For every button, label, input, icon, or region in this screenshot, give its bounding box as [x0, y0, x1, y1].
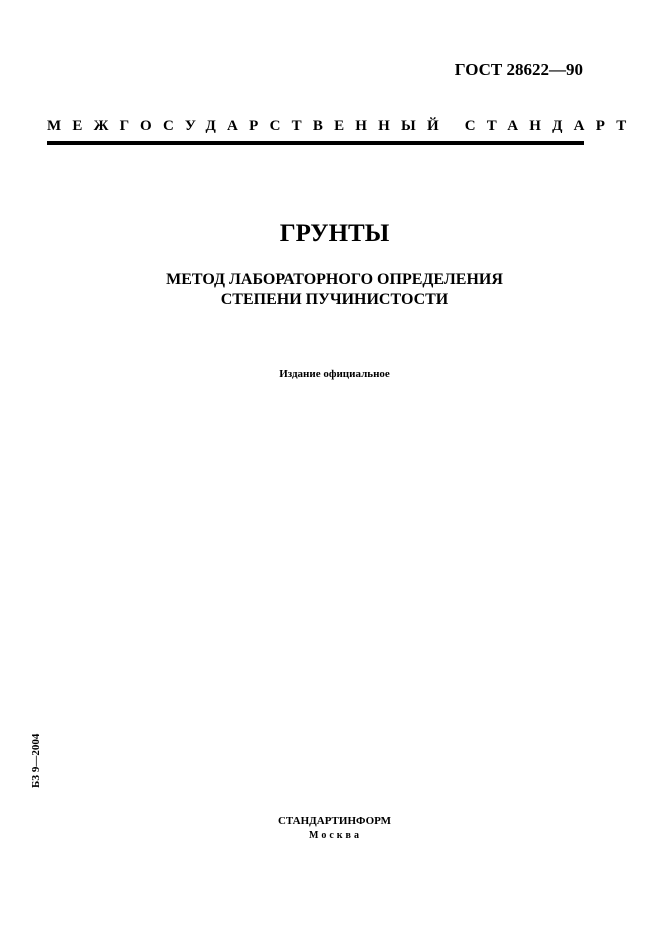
- document-number: ГОСТ 28622—90: [454, 60, 583, 79]
- edition-note: Издание официальное: [279, 368, 390, 380]
- publisher-city: Москва: [309, 830, 362, 841]
- subtitle-line: МЕТОД ЛАБОРАТОРНОГО ОПРЕДЕЛЕНИЯ: [166, 271, 503, 288]
- publisher-name: СТАНДАРТИНФОРМ: [277, 815, 392, 827]
- standard-type-heading: МЕЖГОСУДАРСТВЕННЫЙ СТАНДАРТ: [47, 118, 638, 134]
- document-subtitle: [0, 270, 661, 310]
- document-title: ГРУНТЫ: [279, 220, 390, 247]
- header-divider: [47, 141, 584, 145]
- side-code: БЗ 9—2004: [30, 733, 42, 788]
- subtitle-line: СТЕПЕНИ ПУЧИНИСТОСТИ: [220, 291, 449, 308]
